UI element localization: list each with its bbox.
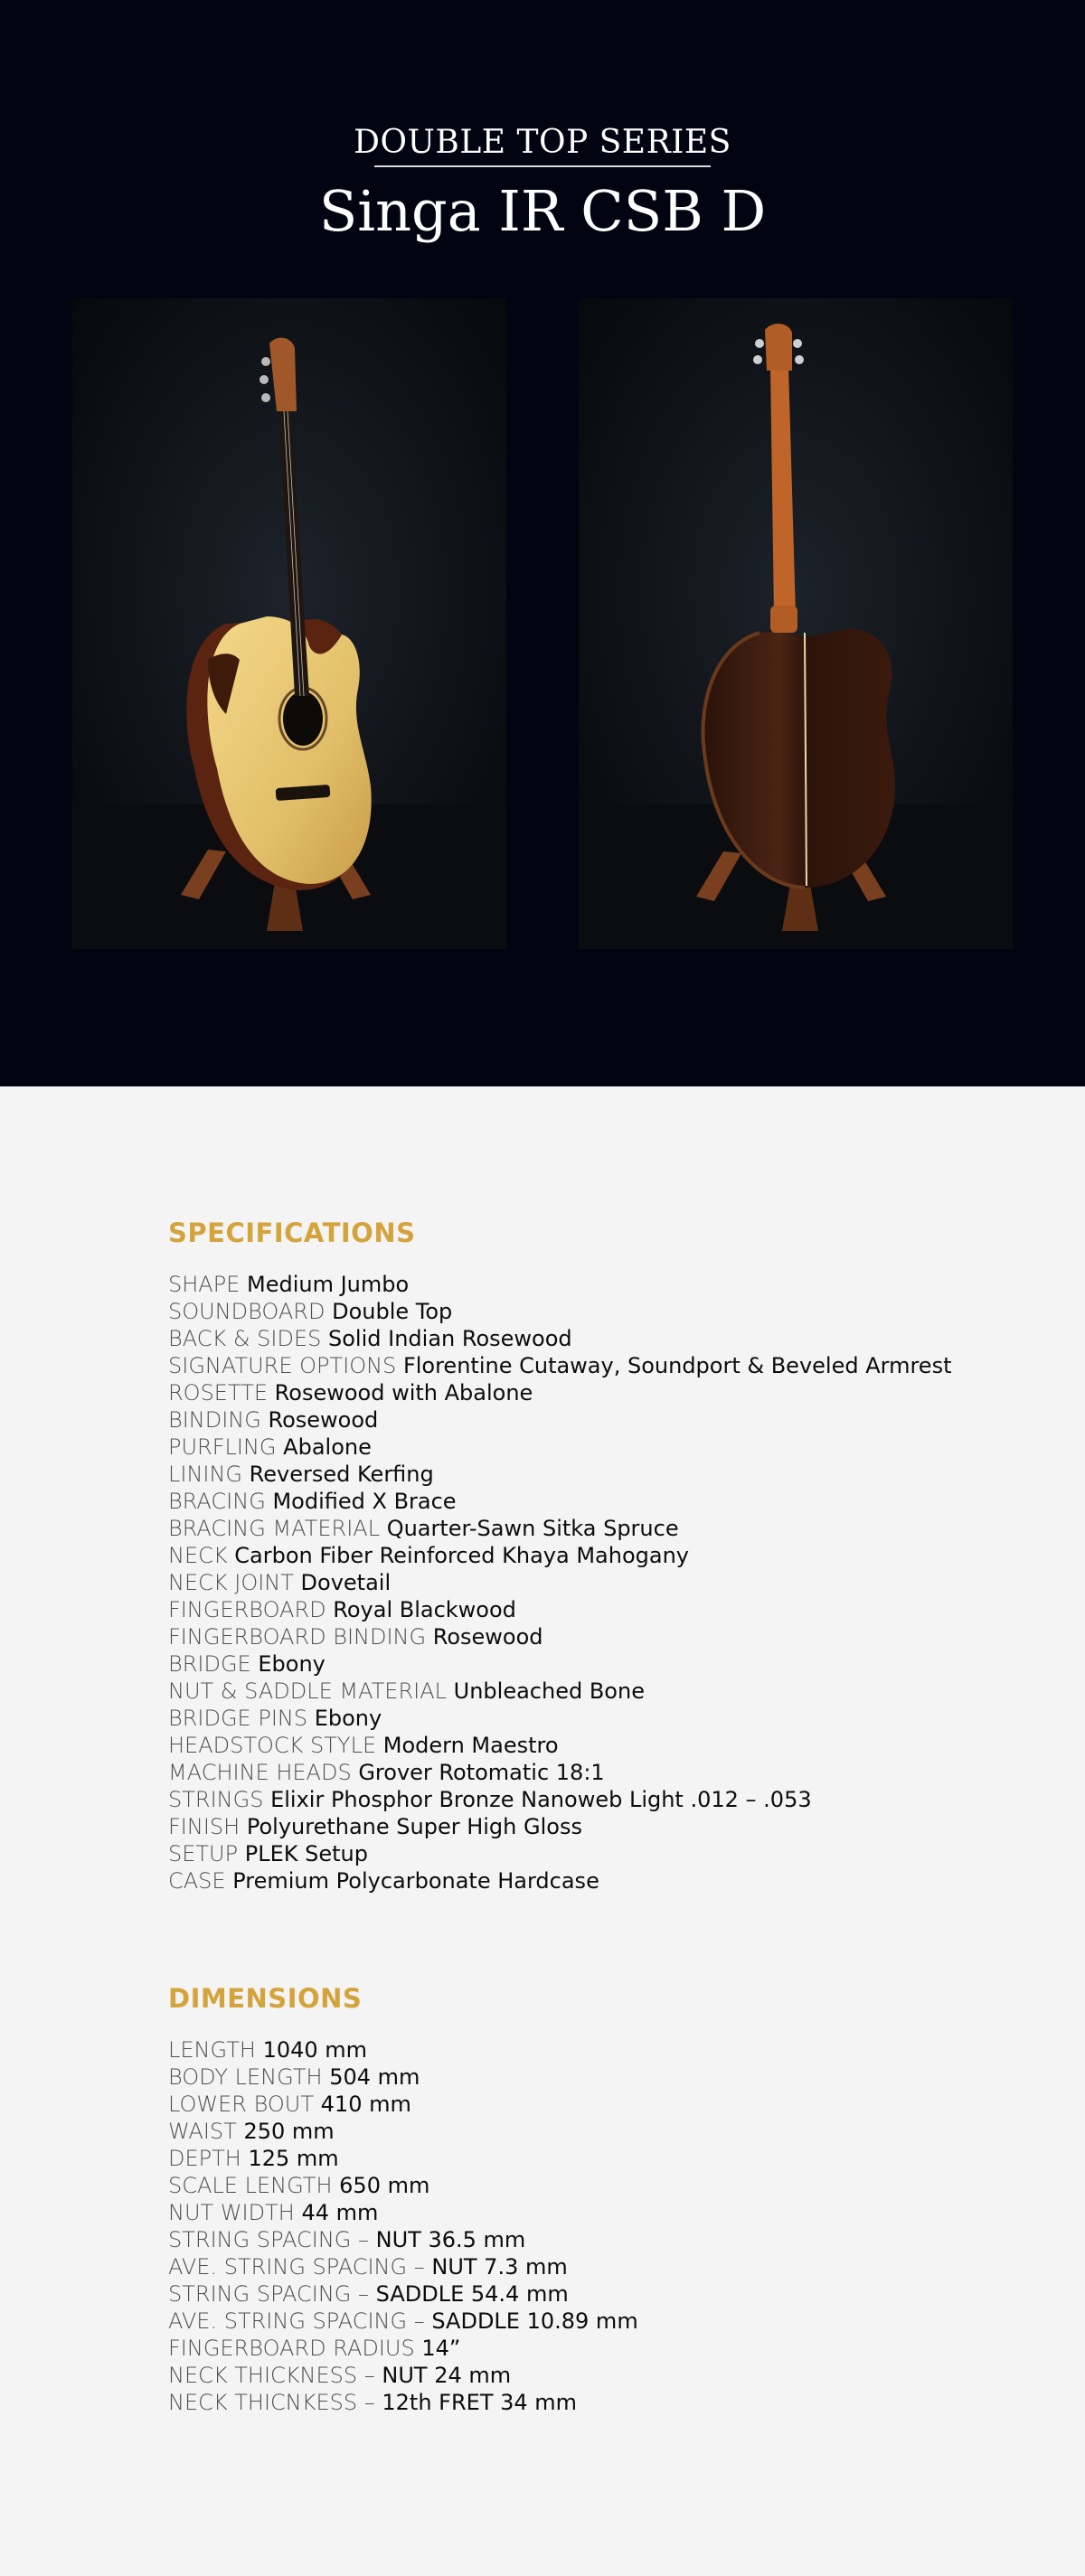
specifications-row [168,1569,982,1596]
specifications-label: SIGNATURE OPTIONS [168,1353,397,1378]
dimensions-row [168,2335,982,2362]
specifications-value: Unbleached Bone [453,1678,645,1704]
dimensions-value: 44 mm [301,2200,379,2225]
dimensions-value: NUT 7.3 mm [431,2254,568,2280]
dimensions-row [168,2362,982,2389]
specifications-value: Dovetail [300,1570,392,1595]
dimensions-list [168,2036,982,2416]
dimensions-row [168,2226,982,2253]
dimensions-label: NECK THICKNESS – [168,2363,375,2388]
dimensions-value: SADDLE 54.4 mm [375,2281,569,2307]
dimensions-value: NUT 36.5 mm [375,2227,526,2252]
specifications-label: FINGERBOARD BINDING [168,1624,427,1650]
specifications-row [168,1515,982,1542]
specifications-value: Elixir Phosphor Bronze Nanoweb Light .012 – .053 [270,1787,812,1812]
specifications-row [168,1705,982,1732]
specifications-label: BACK & SIDES [168,1326,322,1351]
specifications-row [168,1325,982,1352]
specifications-row [168,1542,982,1569]
dimensions-row [168,2172,982,2199]
specifications-value: Royal Blackwood [333,1597,516,1622]
dimensions-row [168,2308,982,2335]
dimensions-label: LOWER BOUT [168,2092,315,2117]
dimensions-value: 14” [421,2336,461,2361]
specifications-label: ROSETTE [168,1380,269,1406]
specifications-label: FINGERBOARD [168,1597,326,1622]
dimensions-value: 250 mm [243,2119,335,2144]
guitar-back-photo [579,298,1013,949]
dimensions-value: 125 mm [248,2146,339,2171]
dimensions-row [168,2199,982,2226]
specifications-label: BRACING [168,1489,266,1514]
dimensions-value: 650 mm [339,2173,430,2198]
specifications-value: Rosewood with Abalone [274,1380,533,1406]
specifications-label: HEADSTOCK STYLE [168,1733,377,1758]
specifications-row [168,1488,982,1515]
specifications-row [168,1596,982,1623]
specifications-value: Rosewood [268,1407,379,1433]
series-title: DOUBLE TOP SERIES [354,124,731,161]
specifications-value: Carbon Fiber Reinforced Khaya Mahogany [234,1543,689,1568]
guitar-back-icon [579,298,1013,949]
specifications-value: Modified X Brace [272,1489,457,1514]
specifications-value: Polyurethane Super High Gloss [246,1814,582,1839]
dimensions-label: AVE. STRING SPACING – [168,2254,425,2280]
specifications-value: Rosewood [432,1624,543,1650]
guitar-front-icon [72,298,506,949]
dimensions-row [168,2389,982,2416]
dimensions-label: AVE. STRING SPACING – [168,2308,425,2334]
specifications-label: LINING [168,1462,243,1487]
specifications-value: Solid Indian Rosewood [328,1326,572,1351]
specifications-label: BINDING [168,1407,261,1433]
specifications-label: SOUNDBOARD [168,1299,326,1324]
specifications-label: SHAPE [168,1272,241,1297]
specifications-value: Grover Rotomatic 18:1 [358,1760,605,1785]
dimensions-label: LENGTH [168,2037,256,2063]
dimensions-value: SADDLE 10.89 mm [431,2308,638,2334]
specifications-row [168,1732,982,1759]
specifications-value: Premium Polycarbonate Hardcase [232,1868,599,1894]
dimensions-label: NUT WIDTH [168,2200,295,2225]
specifications-row [168,1650,982,1678]
specifications-row [168,1434,982,1461]
specifications-value: Abalone [283,1434,372,1460]
series-underline [374,165,711,167]
specifications-row [168,1406,982,1434]
specifications-label: FINISH [168,1814,241,1839]
specifications-row [168,1298,982,1325]
dimensions-value: NUT 24 mm [382,2363,512,2388]
specifications-row [168,1379,982,1406]
specifications-label: SETUP [168,1841,239,1866]
dimensions-row [168,2036,982,2064]
dimensions-label: STRING SPACING – [168,2281,370,2307]
specifications-title: SPECIFICATIONS [168,1217,416,1248]
specifications-section [168,1217,982,1894]
dimensions-row [168,2091,982,2118]
dimensions-value: 1040 mm [262,2037,368,2063]
specifications-value: Medium Jumbo [246,1272,410,1297]
hero-section [0,0,1085,1086]
dimensions-label: SCALE LENGTH [168,2173,333,2198]
specifications-row [168,1813,982,1840]
dimensions-label: FINGERBOARD RADIUS [168,2336,415,2361]
specifications-value: Double Top [332,1299,453,1324]
specifications-value: PLEK Setup [244,1841,368,1866]
specifications-value: Modern Maestro [382,1733,559,1758]
dimensions-row [168,2253,982,2280]
model-title: Singa IR CSB D [318,178,767,244]
specifications-label: NUT & SADDLE MATERIAL [168,1678,448,1704]
guitar-front-photo [72,298,506,949]
specifications-row [168,1840,982,1867]
specifications-list [168,1271,982,1894]
specifications-row [168,1786,982,1813]
dimensions-label: WAIST [168,2119,237,2144]
dimensions-label: STRING SPACING – [168,2227,370,2252]
specifications-label: NECK JOINT [168,1570,294,1595]
dimensions-label: DEPTH [168,2146,241,2171]
specifications-row [168,1623,982,1650]
specifications-row [168,1759,982,1786]
specifications-label: MACHINE HEADS [168,1760,352,1785]
specifications-label: BRIDGE [168,1651,251,1677]
specifications-value: Ebony [314,1706,382,1731]
dimensions-label: BODY LENGTH [168,2064,323,2090]
specifications-value: Quarter-Sawn Sitka Spruce [386,1516,679,1541]
dimensions-label: NECK THICNKESS – [168,2390,375,2415]
specifications-row [168,1461,982,1488]
dimensions-row [168,2145,982,2172]
specifications-label: STRINGS [168,1787,264,1812]
specifications-row [168,1271,982,1298]
specifications-label: BRIDGE PINS [168,1706,308,1731]
specifications-row [168,1678,982,1705]
specifications-label: CASE [168,1868,226,1894]
specifications-value: Ebony [258,1651,326,1677]
dimensions-value: 410 mm [320,2092,411,2117]
specifications-row [168,1352,982,1379]
specifications-label: PURFLING [168,1434,277,1460]
dimensions-row [168,2064,982,2091]
specifications-value: Reversed Kerfing [249,1462,434,1487]
dimensions-value: 12th FRET 34 mm [382,2390,578,2415]
dimensions-row [168,2118,982,2145]
specifications-label: NECK [168,1543,228,1568]
specifications-row [168,1867,982,1894]
dimensions-row [168,2280,982,2308]
dimensions-title: DIMENSIONS [168,1983,363,2014]
dimensions-section [168,1982,982,2416]
specifications-value: Florentine Cutaway, Soundport & Beveled Armrest [402,1353,952,1378]
dimensions-value: 504 mm [329,2064,420,2090]
specifications-label: BRACING MATERIAL [168,1516,381,1541]
